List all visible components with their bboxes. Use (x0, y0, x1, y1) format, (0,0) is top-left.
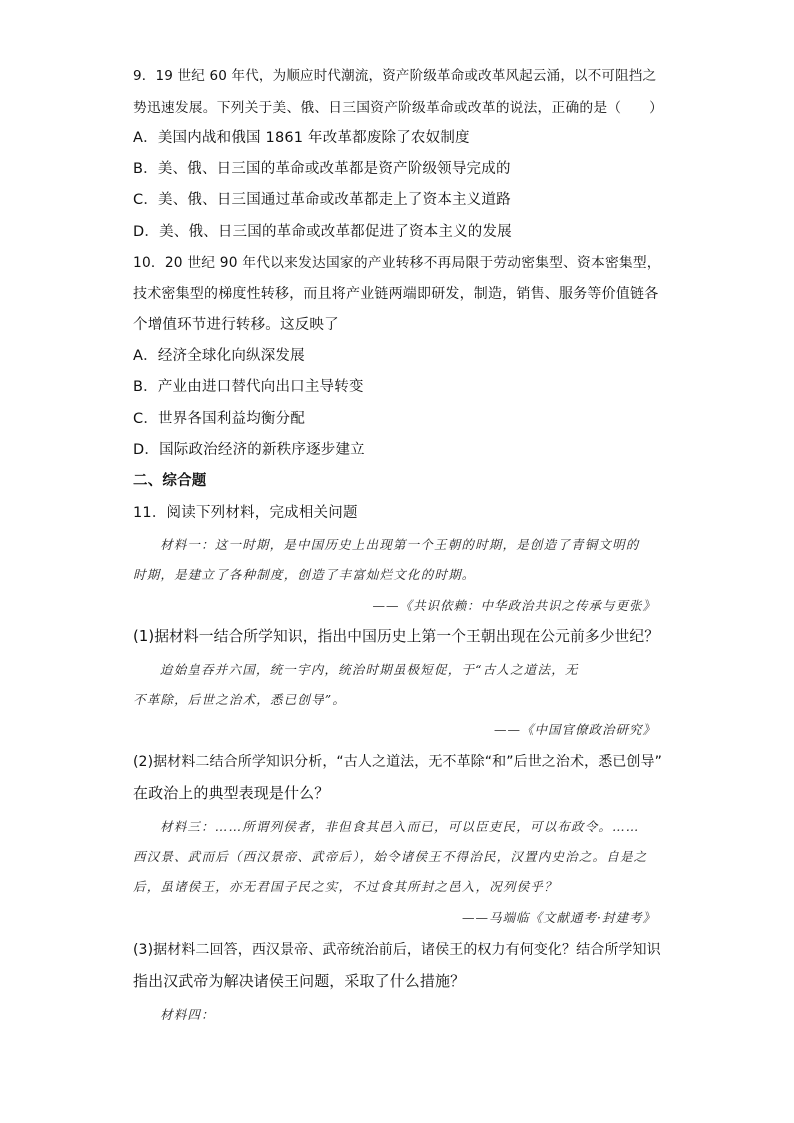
q9-option-b: B．美、俄、日三国的革命或改革都是资产阶级领导完成的 (133, 161, 511, 177)
material4-label: 材料四： (160, 1007, 215, 1022)
material2-source: ——《中国官僚政治研究》 (493, 722, 656, 737)
material3-source: ——马端临《文献通考·封建考》 (462, 910, 656, 925)
material3-line3: 后，虽诸侯王，亦无君国子民之实，不过食其所封之邑入，况列侯乎？ (133, 879, 558, 894)
material2-line1: 迨始皇吞并六国，统一宇内，统治时期虽极短促，于“古人之道法，无 (160, 662, 579, 677)
q10-stem-line2: 技术密集型的梯度性转移，而且将产业链两端即研发，制造，销售、服务等价值链各 (133, 286, 659, 302)
material1-line1: 材料一：这一时期，是中国历史上出现第一个王朝的时期，是创造了青铜文明的 (160, 537, 640, 552)
q10-stem-line1: 10．20 世纪 90 年代以来发达国家的产业转移不再局限于劳动密集型、资本密集型， (133, 255, 661, 271)
sub-question-3-line2: 指出汉武帝为解决诸侯王问题，采取了什么措施？ (133, 972, 466, 990)
sub-question-2-line1: (2)据材料二结合所学知识分析，“古人之道法，无不革除“和”后世之治术，悉已创导” (133, 754, 662, 770)
q9-stem-line2: 势迅速发展。下列关于美、俄、日三国资产阶级革命或改革的说法，正确的是（ ） (133, 100, 664, 116)
material2-line2: 不革除，后世之治术，悉已创导”。 (133, 692, 347, 707)
q9-option-c: C．美、俄、日三国通过革命或改革都走上了资本主义道路 (133, 192, 511, 208)
q10-option-b: B．产业由进口替代向出口主导转变 (133, 379, 364, 395)
material3-line1: 材料三：……所谓列侯者，非但食其邑入而已，可以臣吏民，可以布政令。…… (160, 819, 640, 834)
q10-option-a: A．经济全球化向纵深发展 (133, 348, 305, 364)
q10-stem-line3: 个增值环节进行转移。这反映了 (133, 317, 339, 333)
q10-option-d: D．国际政治经济的新秩序逐步建立 (133, 442, 365, 458)
material1-line2: 时期，是建立了各种制度，创造了丰富灿烂文化的时期。 (133, 567, 476, 582)
material1-source: ——《共识依赖：中华政治共识之传承与更张》 (372, 598, 656, 613)
q11-intro: 11．阅读下列材料，完成相关问题 (133, 505, 358, 521)
q9-option-a: A．美国内战和俄国 1861 年改革都废除了农奴制度 (133, 130, 470, 146)
q10-option-c: C．世界各国利益均衡分配 (133, 411, 306, 427)
sub-question-2-line2: 在政治上的典型表现是什么？ (133, 784, 330, 802)
q9-stem-line1: 9．19 世纪 60 年代，为顺应时代潮流，资产阶级革命或改革风起云涌，以不可阻挡之 (133, 68, 657, 84)
sub-question-1: (1)据材料一结合所学知识，指出中国历史上第一个王朝出现在公元前多少世纪？ (133, 628, 660, 645)
material3-line2: 西汉景、武而后（西汉景帝、武帝后），始令诸侯王不得治民，汉置内史治之。自是之 (133, 849, 648, 864)
section-heading: 二、综合题 (133, 473, 207, 489)
q9-option-d: D．美、俄、日三国的革命或改革都促进了资本主义的发展 (133, 224, 512, 240)
sub-question-3-line1: (3)据材料二回答，西汉景帝、武帝统治前后，诸侯王的权力有何变化？结合所学知识 (133, 942, 661, 958)
